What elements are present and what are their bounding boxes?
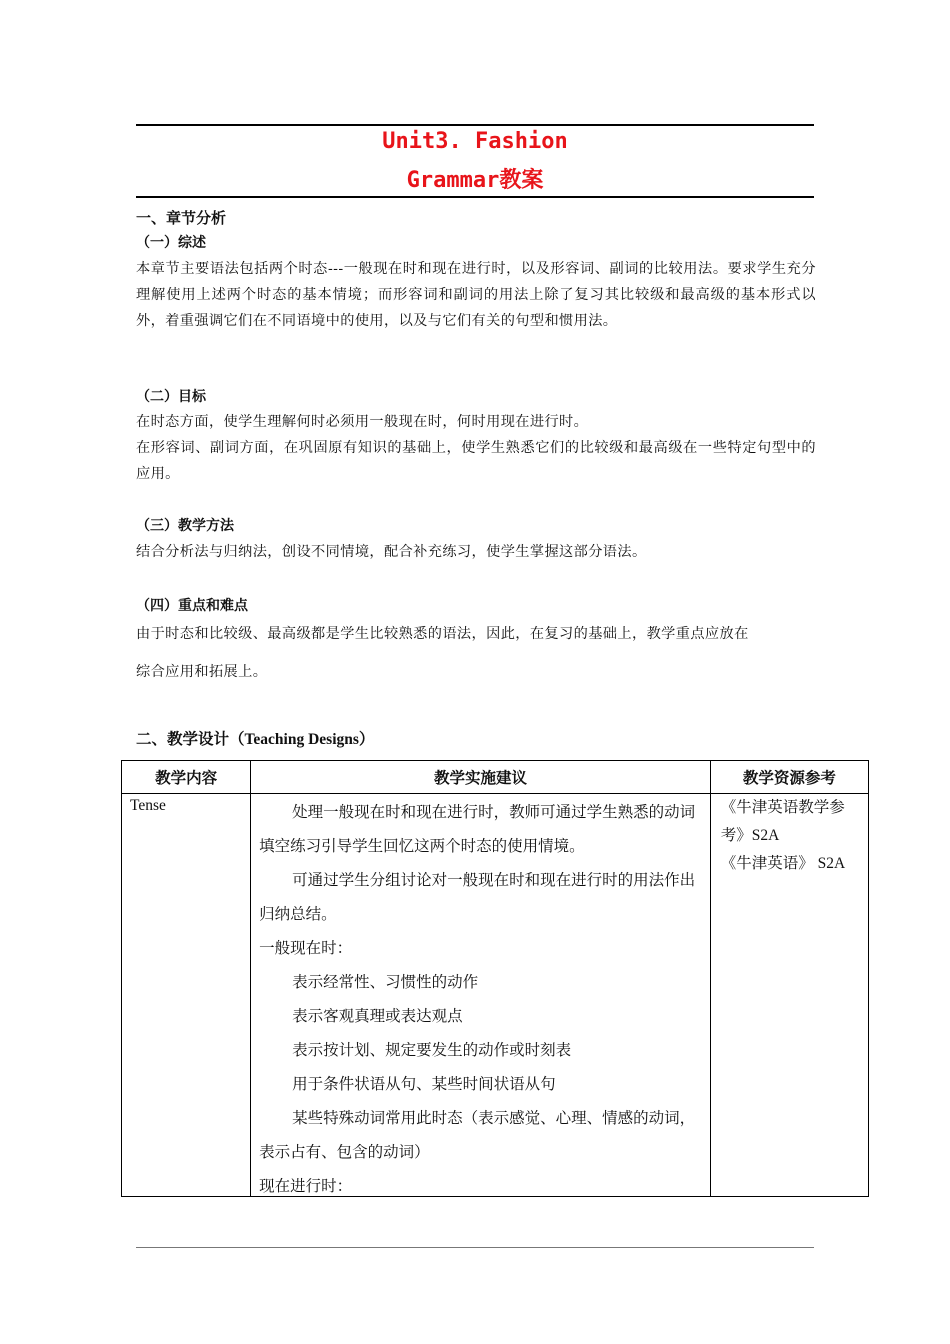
label-present-continuous: 现在进行时：	[259, 1178, 353, 1195]
cell-content	[122, 794, 251, 1197]
table-header-row	[122, 761, 869, 794]
header-resources: 教学资源参考	[710, 761, 868, 794]
subheading-goals: （二）目标	[136, 389, 206, 405]
method-paragraph: 结合分析法与归纳法，创设不同情境，配合补充练习，使学生掌握这部分语法。	[136, 544, 647, 560]
footer-rule	[136, 1247, 814, 1248]
list-item: 表示按计划、规定要发生的动作或时刻表	[292, 1042, 572, 1059]
section-heading-design: 二、教学设计（Teaching Designs）	[136, 731, 375, 748]
resource-item: 《牛津英语教学参考》S2A	[720, 799, 845, 844]
document-title: Unit3. Fashion	[382, 129, 568, 154]
subheading-key-points: （四）重点和难点	[136, 598, 248, 614]
title-top-rule	[136, 124, 814, 126]
section-heading-analysis: 一、章节分析	[136, 209, 227, 227]
subheading-method: （三）教学方法	[136, 518, 234, 534]
goals-line-adjectives: 在形容词、副词方面，在巩固原有知识的基础上，使学生熟悉它们的比较级和最高级在一些特定句型中的应用。	[136, 440, 816, 482]
label-simple-present: 一般现在时：	[259, 940, 353, 957]
teaching-design-table	[121, 760, 869, 1197]
list-item: 表示客观真理或表达观点	[292, 1008, 463, 1025]
table-row	[122, 794, 869, 1197]
cell-suggestions	[251, 794, 711, 1197]
header-content: 教学内容	[122, 761, 251, 794]
subheading-overview: （一）综述	[136, 235, 206, 251]
list-item: 表示经常性、习惯性的动作	[292, 974, 479, 991]
cell-resources	[710, 794, 868, 1197]
goals-line-tense: 在时态方面，使学生理解何时必须用一般现在时，何时用现在进行时。	[136, 414, 589, 430]
list-item: 用于条件状语从句、某些时间状语从句	[292, 1076, 556, 1093]
header-suggestions: 教学实施建议	[251, 761, 711, 794]
content-tense: Tense	[130, 797, 166, 814]
resource-item: 《牛津英语》 S2A	[720, 855, 846, 872]
document-subtitle: Grammar教案	[406, 168, 544, 193]
suggestion-paragraph-1: 处理一般现在时和现在进行时，教师可通过学生熟悉的动词填空练习引导学生回忆这两个时态的使用情境。	[259, 804, 696, 855]
overview-paragraph: 本章节主要语法包括两个时态---一般现在时和现在进行时，以及形容词、副词的比较用法。要求学生充分理解使用上述两个时态的基本情境；而形容词和副词的用法上除了复习其比较级和最高级的基本形式以外，着重强调它们在不同语境中的使用，以及与它们有关的句型和惯用法。	[136, 261, 816, 329]
title-bottom-rule	[136, 196, 814, 198]
key-points-line1: 由于时态和比较级、最高级都是学生比较熟悉的语法，因此，在复习的基础上，教学重点应放在	[136, 626, 749, 642]
key-points-line2: 综合应用和拓展上。	[136, 664, 268, 680]
suggestion-paragraph-2: 可通过学生分组讨论对一般现在时和现在进行时的用法作出归纳总结。	[259, 872, 696, 923]
suggestion-paragraph-3: 某些特殊动词常用此时态（表示感觉、心理、情感的动词，表示占有、包含的动词）	[259, 1110, 696, 1161]
